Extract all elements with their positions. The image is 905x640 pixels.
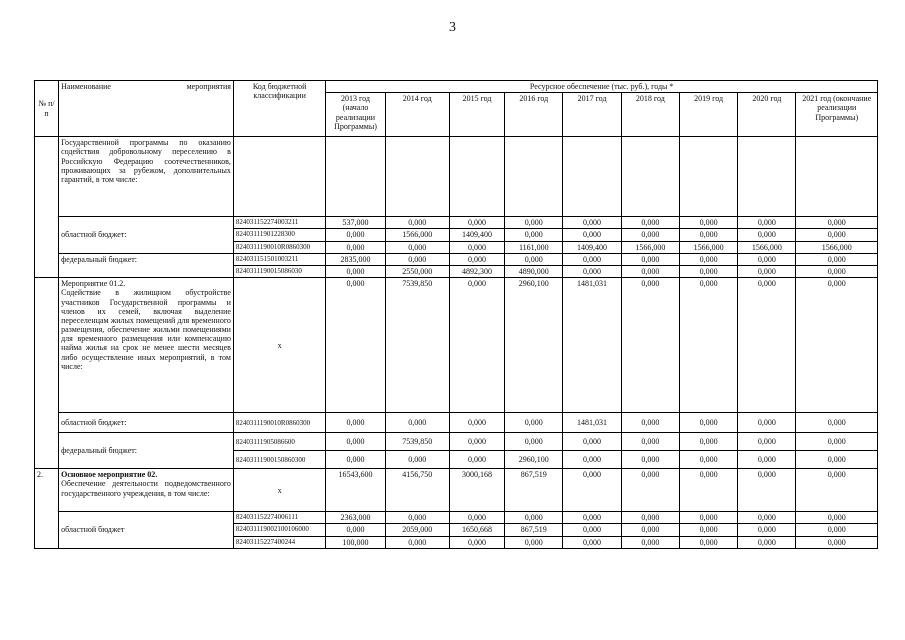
- year-header: 2021 год (окончание реализации Программы): [796, 93, 878, 137]
- row-number: [35, 137, 59, 278]
- main-measure-text: Обеспечение деятельности подведомственного государственного учреждения, в том числе:: [61, 479, 231, 498]
- oblast-budget-label: областной бюджет:: [59, 413, 234, 433]
- value-cell: 0,000: [505, 536, 563, 548]
- main-measure-description: [59, 469, 234, 512]
- value-cell: 0,000: [563, 524, 621, 536]
- value-cell: 1409,400: [563, 241, 621, 253]
- value-cell: 0,000: [449, 241, 504, 253]
- value-cell: 0,000: [679, 512, 737, 524]
- value-cell: 0,000: [796, 265, 878, 277]
- value-cell: 0,000: [796, 413, 878, 433]
- budget-code: 824031119002100106000: [233, 524, 325, 536]
- value-cell: 0,000: [505, 217, 563, 229]
- header-name: [59, 81, 234, 137]
- value-cell: 0,000: [385, 451, 449, 469]
- value-cell: 0,000: [563, 217, 621, 229]
- value-cell: 0,000: [505, 253, 563, 265]
- value-cell: 0,000: [563, 265, 621, 277]
- budget-code: 824031151501003211: [233, 253, 325, 265]
- value-cell: 0,000: [738, 469, 796, 512]
- value-cell: 0,000: [563, 512, 621, 524]
- value-cell: 2363,000: [326, 512, 385, 524]
- value-cell: 0,000: [385, 253, 449, 265]
- measure-title: Мероприятие 01.2.: [61, 279, 126, 289]
- value-cell: 2835,000: [326, 253, 385, 265]
- budget-code: 82403111900150860300: [233, 451, 325, 469]
- year-header: 2016 год: [505, 93, 563, 137]
- value-cell: 2059,000: [385, 524, 449, 536]
- code-cell: х: [233, 469, 325, 512]
- value-cell: 0,000: [796, 536, 878, 548]
- value-cell: 0,000: [738, 451, 796, 469]
- value-cell: 0,000: [738, 253, 796, 265]
- value-cell: 0,000: [679, 253, 737, 265]
- header-name-a: Наименование: [61, 82, 111, 91]
- value-cell: 1161,000: [505, 241, 563, 253]
- value-cell: [505, 137, 563, 217]
- year-header: 2014 год: [385, 93, 449, 137]
- value-cell: 0,000: [679, 451, 737, 469]
- year-header: 2015 год: [449, 93, 504, 137]
- value-cell: 0,000: [738, 512, 796, 524]
- budget-table: [34, 80, 878, 549]
- value-cell: 0,000: [796, 253, 878, 265]
- measure-text: Содействие в жилищном обустройстве участников Государственной программы и членов их семей, включая выделение переселенцам жилых помещений для временного размещения, обеспечение жильми помещениями для временного размещения или компенсацию найма жилья на срок не менее шести месяцев либо осуществление иных мероприятий, в том числе:: [61, 288, 231, 371]
- value-cell: 0,000: [449, 512, 504, 524]
- value-cell: 0,000: [621, 512, 679, 524]
- value-cell: 0,000: [621, 433, 679, 451]
- value-cell: 0,000: [679, 433, 737, 451]
- budget-code: 824031152274006111: [233, 512, 325, 524]
- value-cell: 1481,031: [563, 278, 621, 413]
- page-number: 3: [449, 20, 456, 35]
- value-cell: 537,000: [326, 217, 385, 229]
- value-cell: 0,000: [563, 433, 621, 451]
- value-cell: 0,000: [385, 241, 449, 253]
- value-cell: 0,000: [679, 413, 737, 433]
- value-cell: 0,000: [621, 217, 679, 229]
- value-cell: 0,000: [679, 265, 737, 277]
- value-cell: [326, 137, 385, 217]
- value-cell: [449, 137, 504, 217]
- value-cell: 0,000: [679, 278, 737, 413]
- oblast-budget-label: областной бюджет:: [59, 217, 234, 254]
- value-cell: 0,000: [449, 278, 504, 413]
- value-cell: 2960,100: [505, 278, 563, 413]
- federal-budget-label: федеральный бюджет:: [59, 253, 234, 277]
- value-cell: [621, 137, 679, 217]
- value-cell: 0,000: [738, 217, 796, 229]
- row-number: 2.: [35, 469, 59, 549]
- value-cell: 0,000: [385, 413, 449, 433]
- value-cell: 0,000: [326, 229, 385, 241]
- budget-code: 8240311190010R0860300: [233, 413, 325, 433]
- code-cell: [233, 137, 325, 217]
- value-cell: 0,000: [621, 413, 679, 433]
- value-cell: 0,000: [385, 217, 449, 229]
- value-cell: 0,000: [326, 433, 385, 451]
- value-cell: 0,000: [738, 229, 796, 241]
- value-cell: 1566,000: [796, 241, 878, 253]
- value-cell: 0,000: [563, 469, 621, 512]
- value-cell: 4890,000: [505, 265, 563, 277]
- value-cell: 7539,850: [385, 278, 449, 413]
- value-cell: 0,000: [449, 451, 504, 469]
- value-cell: 0,000: [679, 217, 737, 229]
- value-cell: 0,000: [796, 217, 878, 229]
- value-cell: [563, 137, 621, 217]
- value-cell: 0,000: [449, 433, 504, 451]
- value-cell: 867,519: [505, 524, 563, 536]
- value-cell: 0,000: [621, 469, 679, 512]
- value-cell: [738, 137, 796, 217]
- value-cell: 0,000: [621, 536, 679, 548]
- value-cell: 0,000: [738, 536, 796, 548]
- value-cell: 0,000: [326, 451, 385, 469]
- value-cell: 0,000: [563, 229, 621, 241]
- value-cell: 0,000: [621, 524, 679, 536]
- header-code: Код бюджетной классификации: [233, 81, 325, 137]
- value-cell: 0,000: [326, 524, 385, 536]
- header-resource: Ресурсное обеспечение (тыс. руб.), годы *: [326, 81, 878, 93]
- budget-code: 82403111901228300: [233, 229, 325, 241]
- value-cell: 2550,000: [385, 265, 449, 277]
- year-header: 2018 год: [621, 93, 679, 137]
- value-cell: 0,000: [326, 241, 385, 253]
- value-cell: 0,000: [738, 433, 796, 451]
- value-cell: [796, 137, 878, 217]
- federal-budget-label: федеральный бюджет:: [59, 433, 234, 469]
- budget-code: 8240311190015086030: [233, 265, 325, 277]
- value-cell: 0,000: [326, 413, 385, 433]
- main-measure-title: Основное мероприятие 02.: [61, 470, 158, 480]
- value-cell: 0,000: [505, 512, 563, 524]
- value-cell: 3000,168: [449, 469, 504, 512]
- budget-code: 82403111905086600: [233, 433, 325, 451]
- value-cell: 0,000: [449, 536, 504, 548]
- value-cell: 0,000: [738, 413, 796, 433]
- value-cell: 0,000: [621, 265, 679, 277]
- value-cell: 16543,600: [326, 469, 385, 512]
- budget-code: 824031152274003211: [233, 217, 325, 229]
- value-cell: 0,000: [796, 469, 878, 512]
- code-cell: х: [233, 278, 325, 413]
- value-cell: 0,000: [326, 278, 385, 413]
- value-cell: 867,519: [505, 469, 563, 512]
- value-cell: 4892,300: [449, 265, 504, 277]
- value-cell: 0,000: [563, 253, 621, 265]
- value-cell: 0,000: [621, 451, 679, 469]
- value-cell: 1481,031: [563, 413, 621, 433]
- program-description: Государственной программы по оказанию содействия добровольному переселению в Российскую Федерацию соотечественников, проживающих за рубежом, дополнительных гарантий, в том числе:: [59, 137, 234, 217]
- value-cell: 0,000: [505, 229, 563, 241]
- value-cell: 0,000: [738, 278, 796, 413]
- value-cell: 0,000: [796, 524, 878, 536]
- year-header: 2013 год (начало реализации Программы): [326, 93, 385, 137]
- value-cell: 0,000: [385, 512, 449, 524]
- value-cell: 0,000: [385, 536, 449, 548]
- value-cell: 0,000: [449, 413, 504, 433]
- value-cell: 0,000: [679, 536, 737, 548]
- value-cell: 0,000: [449, 217, 504, 229]
- value-cell: 7539,850: [385, 433, 449, 451]
- value-cell: 100,000: [326, 536, 385, 548]
- value-cell: 1566,000: [679, 241, 737, 253]
- value-cell: 0,000: [621, 253, 679, 265]
- budget-code: 8240311190010R0860300: [233, 241, 325, 253]
- year-header: 2020 год: [738, 93, 796, 137]
- header-num: № п/ п: [35, 81, 59, 137]
- value-cell: 0,000: [796, 512, 878, 524]
- value-cell: 1650,668: [449, 524, 504, 536]
- year-header: 2019 год: [679, 93, 737, 137]
- value-cell: [679, 137, 737, 217]
- oblast-budget-label: областной бюджет: [59, 512, 234, 549]
- value-cell: 1566,000: [738, 241, 796, 253]
- value-cell: 2960,100: [505, 451, 563, 469]
- year-header: 2017 год: [563, 93, 621, 137]
- value-cell: 0,000: [449, 253, 504, 265]
- value-cell: 0,000: [679, 524, 737, 536]
- value-cell: 0,000: [796, 451, 878, 469]
- value-cell: [385, 137, 449, 217]
- budget-code: 82403115227400244: [233, 536, 325, 548]
- header-name-b: мероприятия: [186, 82, 231, 91]
- value-cell: 0,000: [563, 451, 621, 469]
- value-cell: 0,000: [505, 413, 563, 433]
- value-cell: 0,000: [621, 229, 679, 241]
- value-cell: 0,000: [796, 433, 878, 451]
- value-cell: 0,000: [796, 229, 878, 241]
- value-cell: 0,000: [679, 229, 737, 241]
- value-cell: 0,000: [326, 265, 385, 277]
- measure-description: [59, 278, 234, 413]
- value-cell: 0,000: [738, 524, 796, 536]
- value-cell: 0,000: [621, 278, 679, 413]
- value-cell: 0,000: [738, 265, 796, 277]
- value-cell: 0,000: [679, 469, 737, 512]
- value-cell: 1409,400: [449, 229, 504, 241]
- value-cell: 0,000: [796, 278, 878, 413]
- value-cell: 4156,750: [385, 469, 449, 512]
- value-cell: 1566,000: [385, 229, 449, 241]
- value-cell: 0,000: [563, 536, 621, 548]
- row-number: [35, 278, 59, 469]
- value-cell: 0,000: [505, 433, 563, 451]
- value-cell: 1566,000: [621, 241, 679, 253]
